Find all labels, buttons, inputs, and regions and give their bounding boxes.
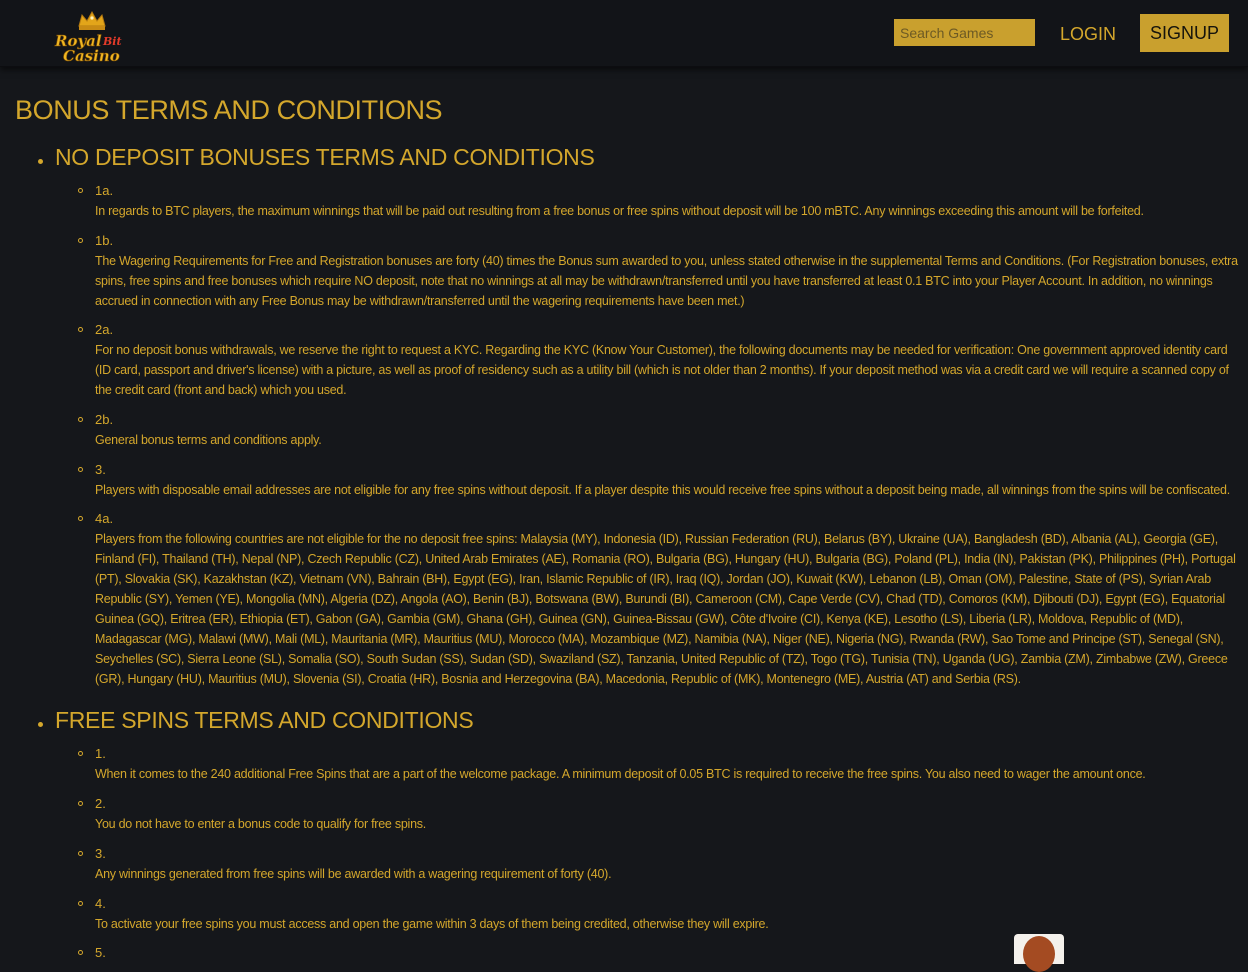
item-text: To activate your free spins you must access and open the game within 3 days of them being credited, otherwise they will expire. (95, 917, 769, 931)
list-marker (78, 901, 83, 906)
item-number: 3. (95, 462, 106, 477)
list-marker (78, 950, 83, 955)
section-title-no-deposit: NO DEPOSIT BONUSES TERMS AND CONDITIONS (55, 144, 595, 170)
list-marker (78, 467, 83, 472)
item-number: 4. (95, 896, 106, 911)
svg-text:Bit: Bit (103, 35, 122, 48)
item-number: 2b. (95, 412, 114, 427)
support-agent-icon (1023, 936, 1055, 972)
list-marker (78, 188, 83, 193)
section-bullet (38, 722, 43, 727)
item-text: When it comes to the 240 additional Free Spins that are a part of the welcome package. A minimum deposit of 0.05 BTC is required to receive the free spins. You also need to wager the amount once. (95, 767, 1146, 781)
item-text: In regards to BTC players, the maximum winnings that will be paid out resulting from a free bonus or free spins without deposit will be 100 mBTC. Any winnings exceeding this amount will be forfeited. (95, 204, 1144, 218)
item-text: Any winnings generated from free spins will be awarded with a wagering requirement of forty (40). (95, 867, 612, 881)
item-number: 4a. (95, 511, 114, 526)
item-text: You do not have to enter a bonus code to qualify for free spins. (95, 817, 426, 831)
item-number: 1b. (95, 233, 114, 248)
list-marker (78, 801, 83, 806)
page-title: BONUS TERMS AND CONDITIONS (15, 95, 443, 125)
item-text: Players with disposable email addresses are not eligible for any free spins without deposit. If a player despite this would receive free spins without a deposit being made, all winnings from the spins will be confiscated. (95, 483, 1230, 497)
section-bullet (38, 159, 43, 164)
site-header (0, 0, 1248, 67)
item-number: 1. (95, 746, 106, 761)
section-title-free-spins: FREE SPINS TERMS AND CONDITIONS (55, 707, 474, 733)
list-marker (78, 327, 83, 332)
live-chat-avatar[interactable] (1014, 934, 1064, 964)
item-text: Players from the following countries are not eligible for the no deposit free spins: Malaysia (MY), Indonesia (ID), Russian Federation (RU), Belarus (BY), Ukraine (UA), Bangladesh (BD), Albania (AL), Georgia (GE), Finland (FI), Thailand (TH), Nepal (NP), Czech Republic (CZ), United Arab Emirates (AE), Romania (RO), Bulgaria (BG), Hungary (HU), Bulgaria (BG), Poland (PL), India (IN), Pakistan (PK), Philippines (PH), Portugal (PT), Slovakia (SK), Kazakhstan (KZ), Vietnam (VN), Bahrain (BH), Egypt (EG), Iran, Islamic Republic of (IR), Iraq (IQ), Jordan (JO), Kuwait (KW), Lebanon (LB), Oman (OM), Palestine, State of (PS), Syrian Arab Republic (SY), Yemen (YE), Mongolia (MN), Algeria (DZ), Angola (AO), Benin (BJ), Botswana (BW), Burundi (BI), Cameroon (CM), Cape Verde (CV), Chad (TD), Comoros (KM), Djibouti (DJ), Egypt (EG), Equatorial Guinea (GQ), Eritrea (ER), Ethiopia (ET), Gabon (GA), Gambia (GM), Ghana (GH), Guinea (GN), Guinea-Bissau (GW), Côte d'Ivoire (CI), Kenya (KE), Lesotho (LS), Liberia (LR), Moldova, Republic of (MD), Madagascar (MG), Malawi (MW), Mali (ML), Mauritania (MR), Mauritius (MU), Morocco (MA), Mozambique (MZ), Namibia (NA), Niger (NE), Nigeria (NG), Rwanda (RW), Sao Tome and Principe (ST), Senegal (SN), Seychelles (SC), Sierra Leone (SL), Somalia (SO), South Sudan (SS), Sudan (SD), Swaziland (SZ), Tanzania, United Republic of (TZ), Togo (TG), Tunisia (TN), Uganda (UG), Zambia (ZM), Zimbabwe (ZW), Greece (GR), Hungary (HU), Mauritius (MU), Slovenia (SI), Croatia (HR), Bosnia and Herzegovina (BA), Macedonia, Republic of (MK), Montenegro (ME), Austria (AT) and Serbia (RS). (95, 532, 1236, 686)
list-marker (78, 238, 83, 243)
item-text: For no deposit bonus withdrawals, we reserve the right to request a KYC. Regarding the KYC (Know Your Customer), the following documents may be needed for verification: One government approved identity card (ID card, passport and driver's license) with a picture, as well as proof of residency such as a utility bill (which is not older than 2 months). If your deposit method was via a credit card we will require a scanned copy of the credit card (front and back) which you used. (95, 343, 1229, 397)
item-number: 2. (95, 796, 106, 811)
royalbit-casino-logo[interactable] (52, 12, 132, 66)
signup-button[interactable]: SIGNUP (1140, 14, 1229, 52)
item-number: 5. (95, 945, 106, 960)
search-games-input[interactable] (894, 19, 1035, 46)
item-number: 3. (95, 846, 106, 861)
terms-content (0, 67, 1248, 960)
svg-text:Casino: Casino (63, 47, 120, 65)
item-text: General bonus terms and conditions apply. (95, 433, 322, 447)
list-marker (78, 851, 83, 856)
svg-text:Royal: Royal (55, 32, 102, 50)
list-marker (78, 751, 83, 756)
list-marker (78, 417, 83, 422)
item-text: The Wagering Requirements for Free and Registration bonuses are forty (40) times the Bonus sum awarded to you, unless stated otherwise in the supplemental Terms and Conditions. (For Registration bonuses, extra spins, free spins and free bonuses which require NO deposit, note that no winnings at all may be withdrawn/transferred until you have transferred at least 0.1 BTC into your Player Account. In addition, no winnings accrued in connection with any Free Bonus may be withdrawn/transferred until the wagering requirements have been met.) (95, 254, 1238, 308)
list-marker (78, 516, 83, 521)
item-number: 1a. (95, 183, 114, 198)
item-number: 2a. (95, 322, 114, 337)
login-button[interactable]: LOGIN (1059, 24, 1116, 44)
